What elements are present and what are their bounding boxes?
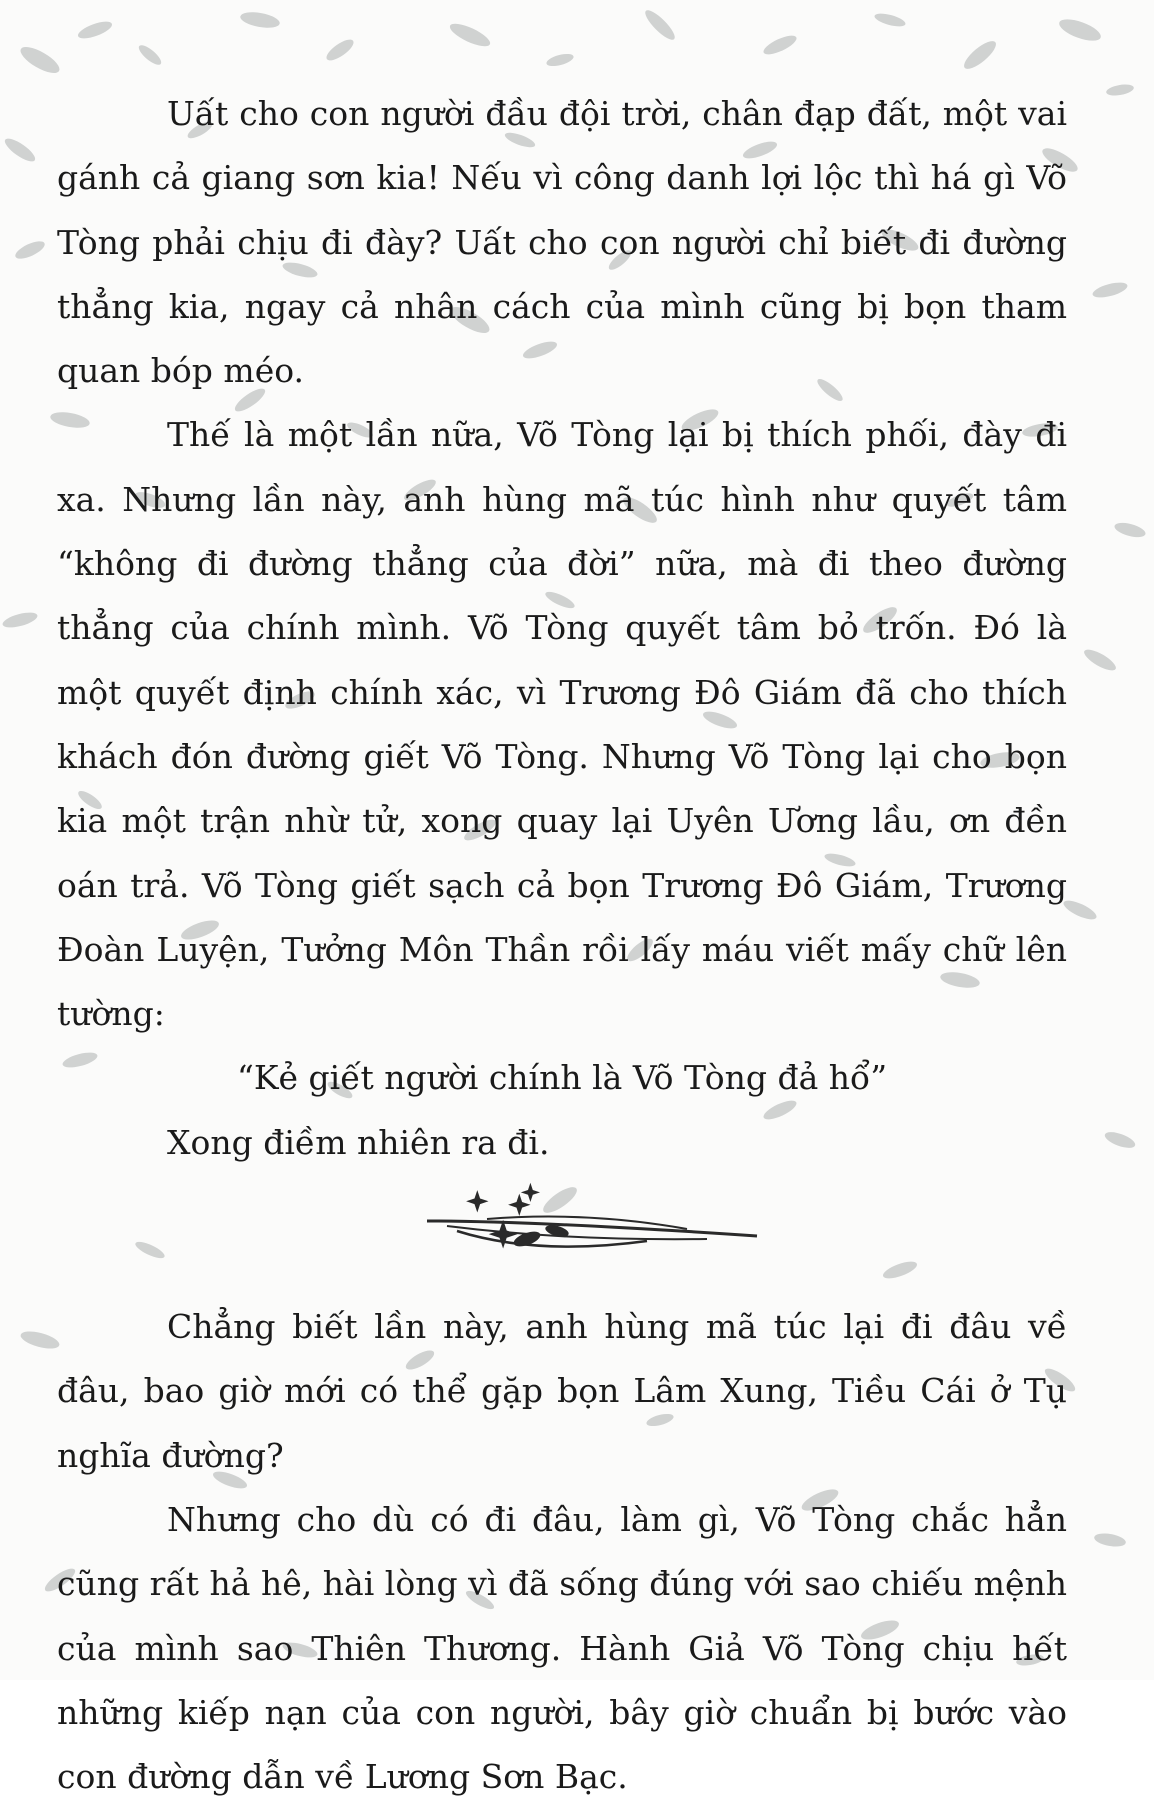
wall-inscription-quote: “Kẻ giết người chính là Võ Tòng đả hổ”: [237, 1058, 888, 1098]
paragraph: Nhưng cho dù có đi đâu, làm gì, Võ Tòng chắc hẳn cũng rất hả hê, hài lòng vì đã sống đúng với sao chiếu mệnh của mình sao Thiên Thương. Hành Giả Võ Tòng chịu hết những kiếp nạn của con người, bây giờ chuẩn bị bước vào con đường dẫn về Lương Sơn Bạc.: [57, 1499, 1067, 1797]
floral-ornament-icon: [387, 1181, 787, 1281]
paragraph: Xong điềm nhiên ra đi.: [167, 1122, 550, 1162]
body-text: [57, 82, 1067, 1809]
paragraph: Uất cho con người đầu đội trời, chân đạp đất, một vai gánh cả giang sơn kia! Nếu vì công danh lợi lộc thì há gì Võ Tòng phải chịu đi đày? Uất cho con người chỉ biết đi đường thẳng kia, ngay cả nhân cách của mình cũng bị bọn tham quan bóp méo.: [57, 94, 1067, 391]
paragraph: Thế là một lần nữa, Võ Tòng lại bị thích phối, đày đi xa. Nhưng lần này, anh hùng mã túc hình như quyết tâm “không đi đường thẳng của đời” nữa, mà đi theo đường thẳng của chính mình. Võ Tòng quyết tâm bỏ trốn. Đó là một quyết định chính xác, vì Trương Đô Giám đã cho thích khách đón đường giết Võ Tòng. Nhưng Võ Tòng lại cho bọn kia một trận nhừ tử, xong quay lại Uyên Ương lầu, ơn đền oán trả. Võ Tòng giết sạch cả bọn Trương Đô Giám, Trương Đoàn Luyện, Tưởng Môn Thần rồi lấy máu viết mấy chữ lên tường:: [57, 415, 1067, 1034]
paragraph: Chẳng biết lần này, anh hùng mã túc lại đi đâu về đâu, bao giờ mới có thể gặp bọn Lâm Xung, Tiều Cái ở Tụ nghĩa đường?: [57, 1307, 1067, 1475]
floral-ornament-divider: [57, 1175, 1067, 1295]
